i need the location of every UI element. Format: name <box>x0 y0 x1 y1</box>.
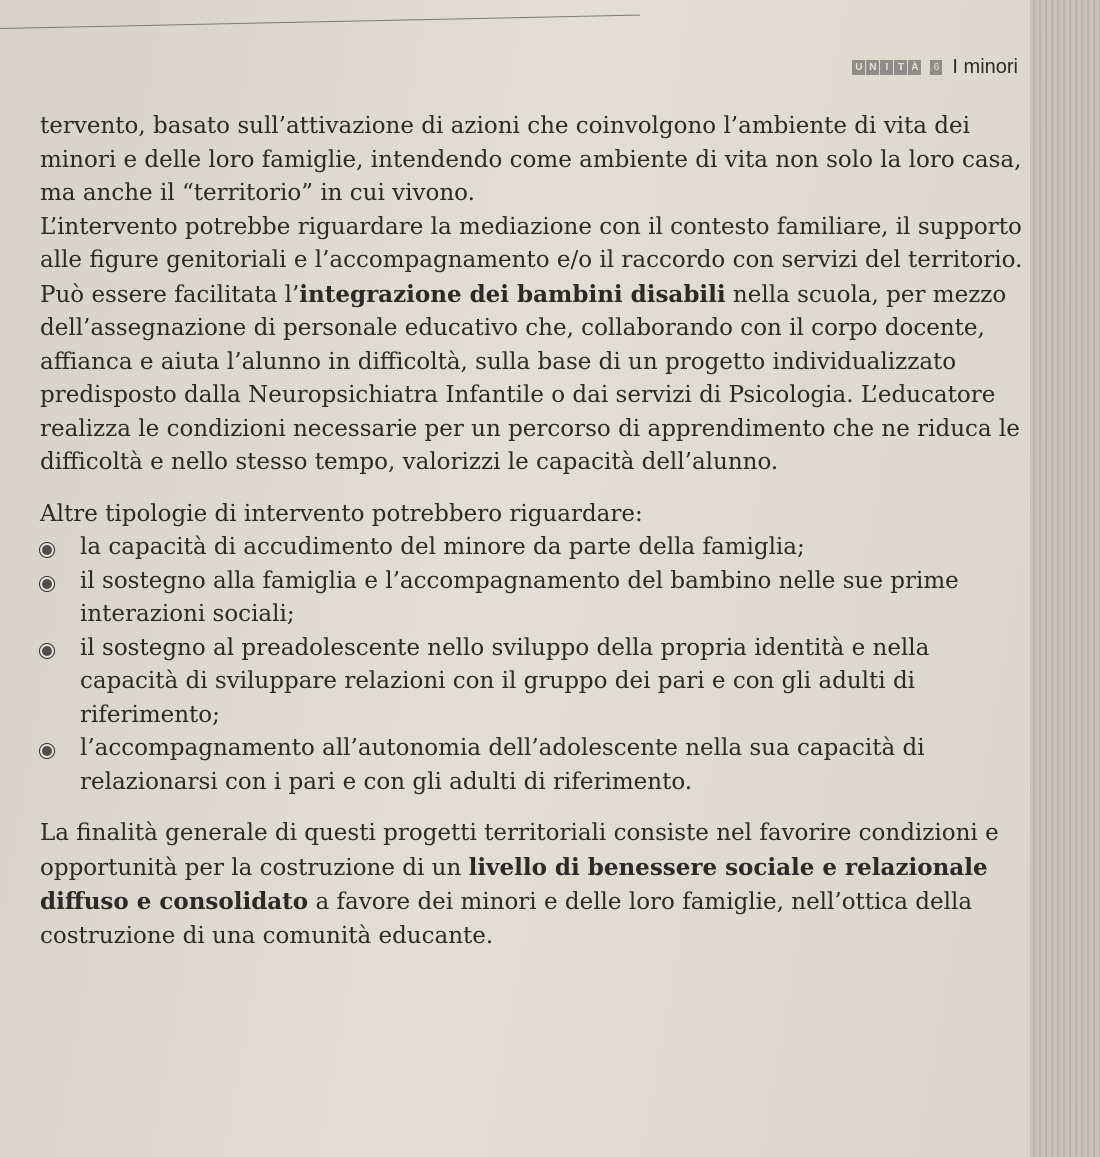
list-intro: Altre tipologie di intervento potrebbero riguardare: <box>40 500 643 527</box>
unit-number: 6 <box>930 60 942 75</box>
bullet-icon <box>40 644 54 658</box>
page-edge-stack <box>1030 0 1100 1157</box>
paragraph-3 <box>40 278 1030 480</box>
running-header <box>852 56 1018 79</box>
body-text <box>40 110 1030 953</box>
list-item <box>40 732 1030 799</box>
final-paragraph <box>40 817 1030 953</box>
bullet-icon <box>40 543 54 557</box>
final-end: a favore dei minori e delle loro famiglie, nell’ottica della costruzione di una comunità educante. <box>40 889 973 949</box>
paragraph-3-end: nella scuola, per mezzo dell’assegnazione di personale educativo che, collaborando con il corpo docente, affianca e aiuta l’alunno in difficoltà, sulla base di un progetto individualizzato predisposto dalla Neuropsichiatra Infantile o dai servizi di Psicologia. L’educatore realizza le condizioni necessarie per un percorso di apprendimento che ne riduca le difficoltà e nello stesso tempo, valorizzi le capacità dell’alunno. <box>40 281 1020 475</box>
unit-letter: T <box>894 60 907 75</box>
final-start: La finalità generale di questi progetti territoriali consiste nel favorire condizioni e opportunità per la costruzione di un <box>40 820 999 881</box>
unit-letter: N <box>866 60 879 75</box>
intervention-list <box>40 531 1030 799</box>
list-item-text: la capacità di accudimento del minore da parte della famiglia; <box>80 534 805 560</box>
unit-letter: À <box>908 60 921 75</box>
section-title: I minori <box>952 56 1018 78</box>
list-item-text: il sostegno al preadolescente nello sviluppo della propria identità e nella capacità di sviluppare relazioni con il gruppo dei pari e con gli adulti di riferimento; <box>80 634 930 728</box>
bullet-icon <box>40 744 54 758</box>
bullet-icon <box>40 577 54 591</box>
list-item <box>40 632 1030 733</box>
unit-letter: I <box>880 60 893 75</box>
paragraph-2: L’intervento potrebbe riguardare la mediazione con il contesto familiare, il supporto alle figure genitoriali e l’accompagnamento e/o il raccordo con servizi del territorio. <box>40 213 1023 273</box>
unit-badge <box>852 60 921 75</box>
paragraph-1: tervento, basato sull’attivazione di azioni che coinvolgono l’ambiente di vita dei minori e delle loro famiglie, intendendo come ambiente di vita non solo la loro casa, ma anche il “territorio” in cui vivono. <box>40 113 1022 206</box>
top-rule <box>0 15 640 29</box>
emphasis-integration: integrazione dei bambini disabili <box>299 280 726 308</box>
unit-letter: U <box>852 60 865 75</box>
list-item-text: l’accompagnamento all’autonomia dell’adolescente nella sua capacità di relazionarsi con i pari e con gli adulti di riferimento. <box>80 735 925 795</box>
list-item <box>40 565 1030 632</box>
paragraph-3-start: Può essere facilitata l’ <box>40 281 300 308</box>
list-item <box>40 531 1030 565</box>
list-item-text: il sostegno alla famiglia e l’accompagnamento del bambino nelle sue prime interazioni sociali; <box>80 567 959 627</box>
emphasis-wellbeing: livello di benessere sociale e relazionale diffuso e consolidato <box>40 853 988 915</box>
